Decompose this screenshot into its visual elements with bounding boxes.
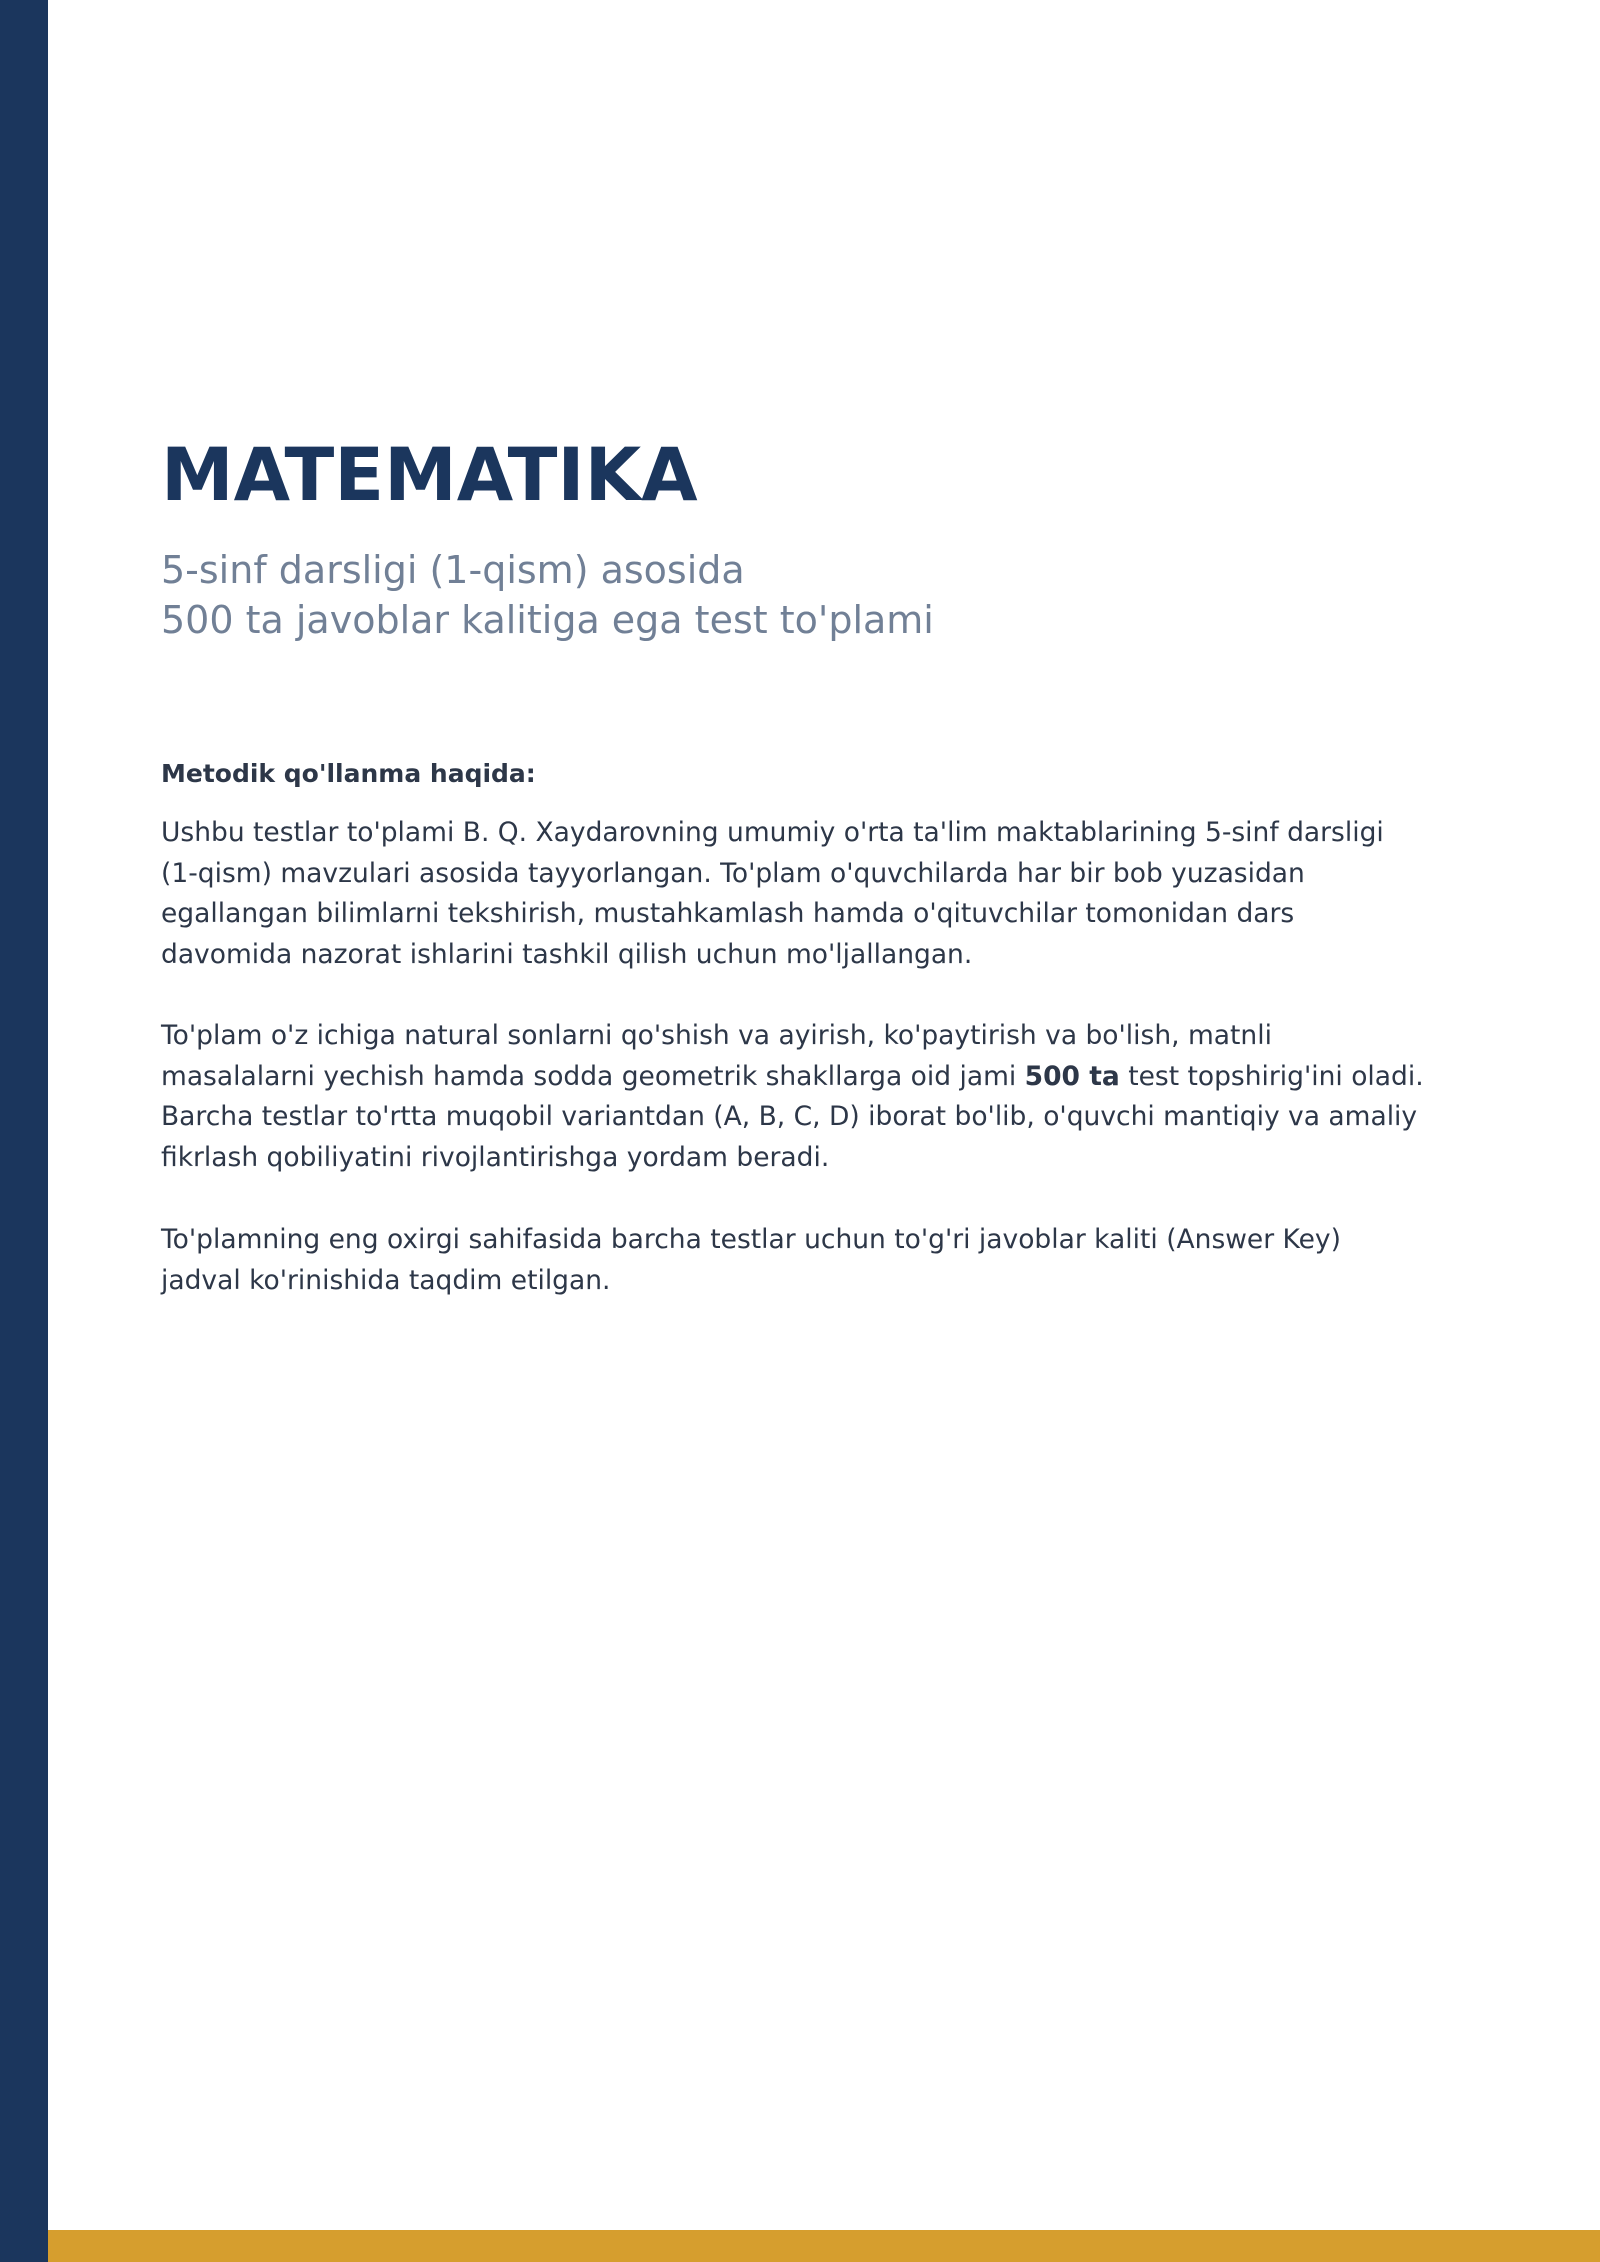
document-subtitle (161, 545, 934, 645)
paragraph-intro (161, 813, 1461, 975)
subtitle-line: 5-sinf darsligi (1-qism) asosida (161, 548, 745, 592)
subtitle-line: 500 ta javoblar kalitiga ega test to'plami (161, 598, 934, 642)
paragraph-line: To'plamning eng oxirgi sahifasida barcha testlar uchun to'g'ri javoblar kaliti (Answer Key) (161, 1224, 1341, 1255)
paragraph-line: Barcha testlar to'rtta muqobil variantdan (A, B, C, D) iborat bo'lib, o'quvchi mantiqiy va amaliy (161, 1101, 1418, 1132)
paragraph-line: To'plam o'z ichiga natural sonlarni qo'shish va ayirish, ko'paytirish va bo'lish, matnli (161, 1020, 1272, 1051)
paragraph-line (161, 1057, 1461, 1098)
paragraph-contents (161, 1016, 1461, 1178)
paragraph-line: jadval ko'rinishida taqdim etilgan. (161, 1264, 611, 1296)
section-heading: Metodik qo'llanma haqida: (161, 759, 536, 788)
paragraph-line: fikrlash qobiliyatini rivojlantirishga yordam beradi. (161, 1141, 830, 1173)
test-count-highlight: 500 ta (1024, 1060, 1120, 1092)
text-run: masalalarni yechish hamda sodda geometrik shakllarga oid jami (161, 1060, 1025, 1092)
paragraph-line: egallangan bilimlarni tekshirish, mustahkamlash hamda o'qituvchilar tomonidan dars (161, 898, 1295, 929)
paragraph-line: (1-qism) mavzulari asosida tayyorlangan. To'plam o'quvchilarda har bir bob yuzasidan (161, 857, 1305, 889)
bottom-accent-bar (48, 2230, 1600, 2262)
paragraph-line: Ushbu testlar to'plami B. Q. Xaydarovning umumiy o'rta ta'lim maktablarining 5-sinf darsligi (161, 817, 1384, 848)
paragraph-line: davomida nazorat ishlarini tashkil qilish uchun mo'ljallangan. (161, 938, 973, 970)
document-title: MATEMATIKA (161, 433, 698, 518)
left-accent-bar (0, 0, 48, 2262)
text-run: test topshirig'ini oladi. (1119, 1060, 1424, 1092)
paragraph-answer-key (161, 1220, 1461, 1301)
